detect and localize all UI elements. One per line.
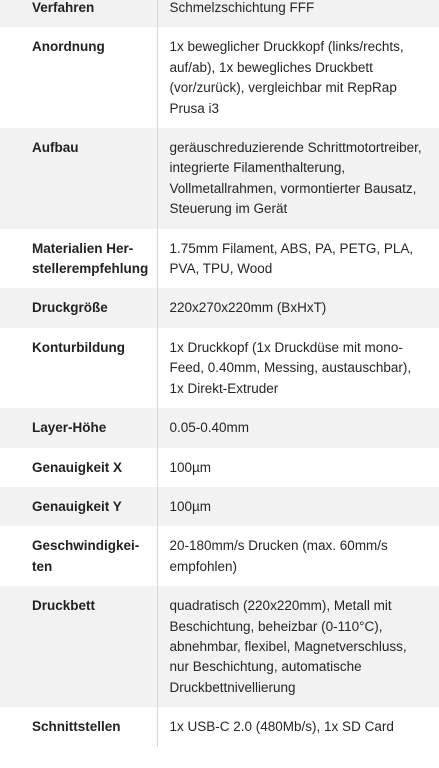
spec-key: Druckbett — [0, 586, 157, 707]
spec-key: Schnittstellen — [0, 707, 157, 746]
spec-row-druckgroesse — [0, 288, 439, 327]
spec-value: 20-180mm/s Drucken (max. 60mm/s empfohlen) — [157, 526, 439, 586]
spec-value: 1x beweglicher Druckkopf (links/rechts, auf/ab), 1x bewegliches Druckbett (vor/zurück), vergleichbar mit RepRap Prusa i3 — [157, 27, 439, 128]
spec-key: Verfahren — [0, 0, 157, 27]
spec-row-genauigkeit-x — [0, 448, 439, 487]
spec-row-geschwindigkeiten — [0, 526, 439, 586]
spec-value: quadratisch (220x220mm), Metall mit Beschichtung, beheizbar (0-110°C), abnehmbar, flexibel, Magnetverschluss, nur Beschichtung, automatische Druckbettnivellierung — [157, 586, 439, 707]
spec-row-konturbildung — [0, 328, 439, 408]
spec-key: Genauigkeit Y — [0, 487, 157, 526]
spec-row-genauigkeit-y — [0, 487, 439, 526]
spec-row-druckbett — [0, 586, 439, 707]
spec-row-verfahren — [0, 0, 439, 27]
spec-key: Anordnung — [0, 27, 157, 128]
spec-row-layer-hoehe — [0, 408, 439, 447]
spec-value: geräuschreduzierende Schrittmotortreiber, integrierte Filamenthalterung, Vollmetallrahmen, vormontierter Bausatz, Steuerung im Gerät — [157, 128, 439, 229]
spec-value: 1.75mm Filament, ABS, PA, PETG, PLA, PVA, TPU, Wood — [157, 229, 439, 289]
spec-row-anordnung — [0, 27, 439, 128]
spec-key: Layer-Höhe — [0, 408, 157, 447]
spec-key: Genauigkeit X — [0, 448, 157, 487]
spec-key: Materialien Herstellerempfehlung — [0, 229, 157, 289]
spec-key: Aufbau — [0, 128, 157, 229]
spec-value: 100µm — [157, 448, 439, 487]
spec-row-materialien — [0, 229, 439, 289]
spec-key: Geschwindigkeiten — [0, 526, 157, 586]
spec-row-aufbau — [0, 128, 439, 229]
spec-value: 220x270x220mm (BxHxT) — [157, 288, 439, 327]
spec-key: Konturbildung — [0, 328, 157, 408]
spec-value: Schmelzschichtung FFF — [157, 0, 439, 27]
spec-value: 1x Druckkopf (1x Druckdüse mit monoFeed, 0.40mm, Messing, austauschbar), 1x Direkt-Extruder — [157, 328, 439, 408]
spec-value: 0.05-0.40mm — [157, 408, 439, 447]
spec-key: Druckgröße — [0, 288, 157, 327]
spec-value: 100µm — [157, 487, 439, 526]
spec-value: 1x USB-C 2.0 (480Mb/s), 1x SD Card — [157, 707, 439, 746]
spec-row-schnittstellen — [0, 707, 439, 746]
